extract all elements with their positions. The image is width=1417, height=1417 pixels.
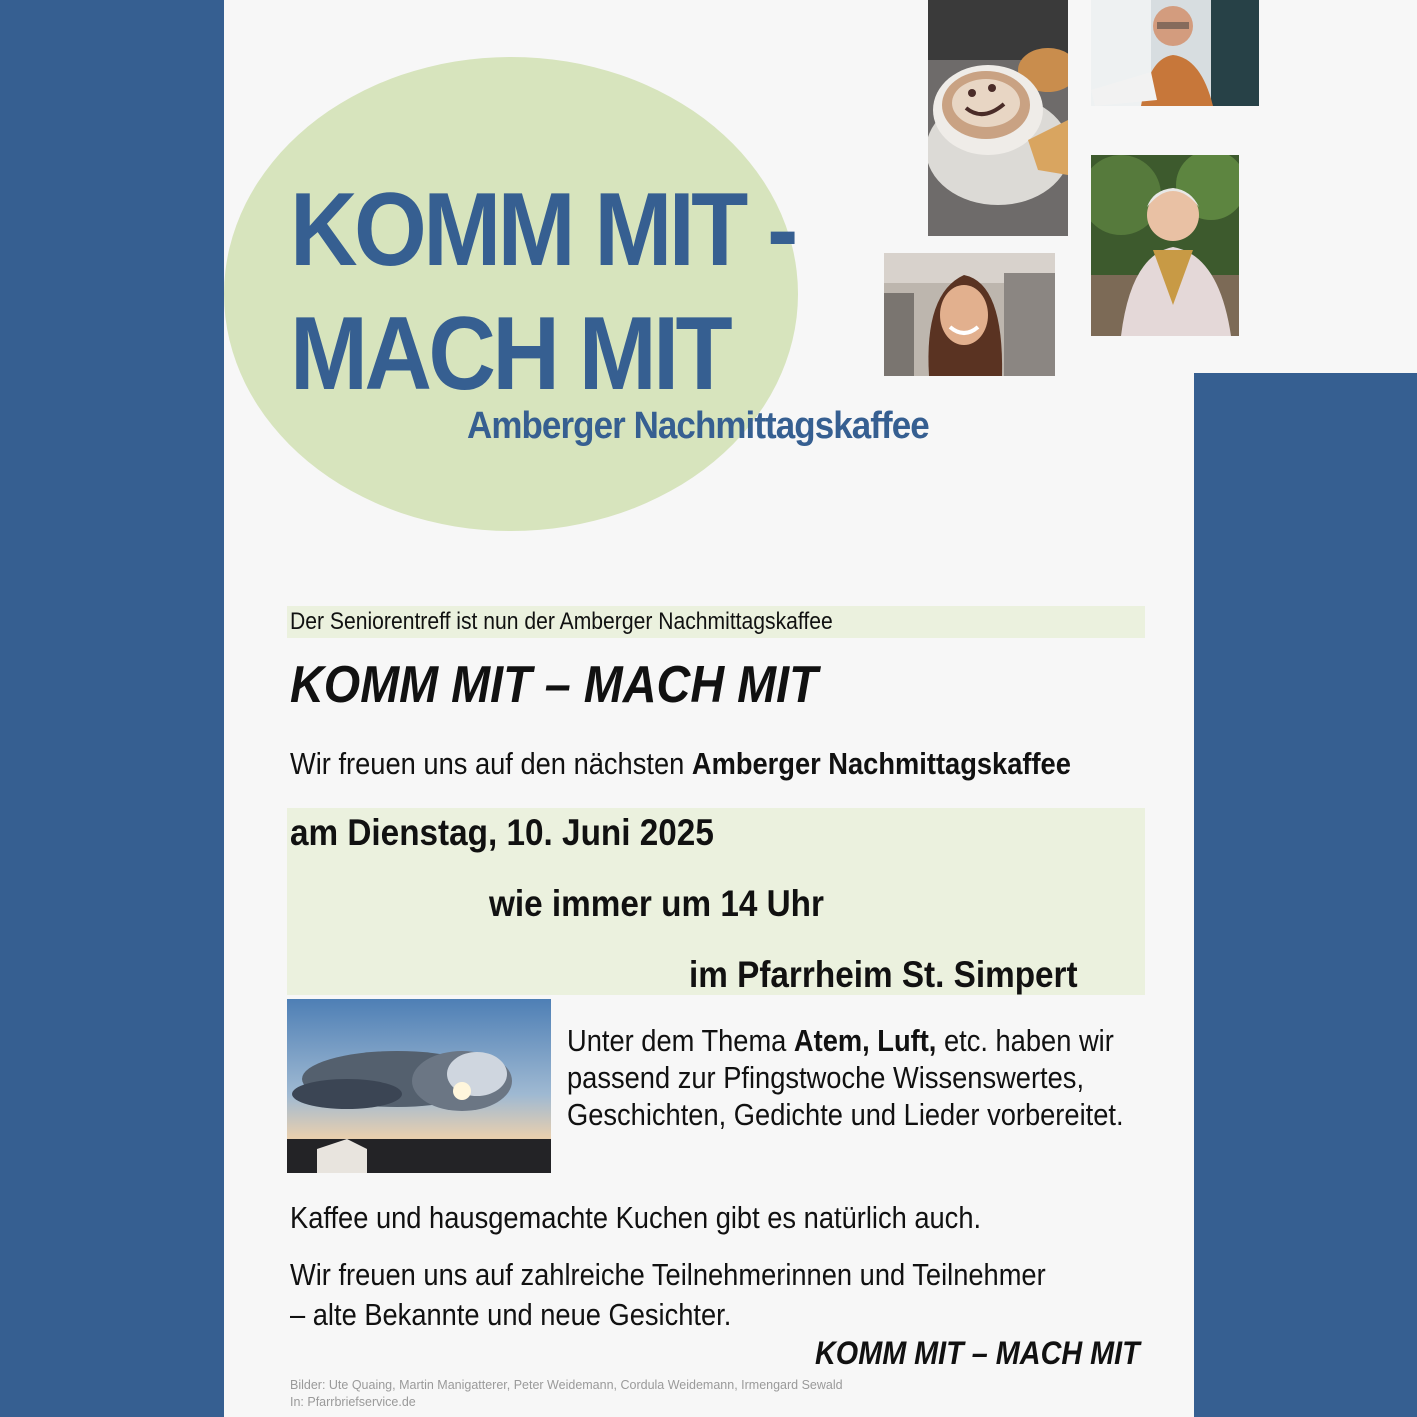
coffee-cup-photo <box>928 0 1068 236</box>
left-blue-bar <box>0 0 224 1417</box>
theme-line-1 <box>567 1022 1124 1059</box>
cloud-sky-photo <box>287 999 551 1173</box>
theme-suffix: etc. haben wir <box>936 1023 1114 1058</box>
older-woman-photo <box>1091 155 1239 336</box>
intro-text: Der Seniorentreff ist nun der Amberger Nachmittagskaffee <box>290 608 833 635</box>
invite-prefix: Wir freuen uns auf den nächsten <box>290 746 692 781</box>
young-woman-photo <box>884 253 1055 376</box>
event-date: am Dienstag, 10. Juni 2025 <box>290 812 714 853</box>
kaffee-text: Kaffee und hausgemachte Kuchen gibt es natürlich auch. <box>290 1200 982 1235</box>
photo-credits <box>290 1377 843 1411</box>
freuen-line-1: Wir freuen uns auf zahlreiche Teilnehmerinnen und Teilnehmer <box>290 1257 1046 1292</box>
invite-bold: Amberger Nachmittagskaffee <box>691 746 1071 781</box>
freuen-paragraph <box>290 1255 1046 1335</box>
title-line-2: MACH MIT <box>290 296 730 412</box>
theme-line-2: passend zur Pfingstwoche Wissenswertes, <box>567 1060 1085 1095</box>
right-blue-bar <box>1194 373 1417 1417</box>
closing-slogan: KOMM MIT – MACH MIT <box>815 1335 1140 1371</box>
section-heading: KOMM MIT – MACH MIT <box>290 656 818 714</box>
theme-bold: Atem, Luft, <box>793 1023 937 1058</box>
page-title <box>290 168 795 416</box>
invite-text <box>290 746 1071 782</box>
theme-prefix: Unter dem Thema <box>567 1023 794 1058</box>
page-subtitle: Amberger Nachmittagskaffee <box>467 405 929 447</box>
theme-paragraph <box>567 1022 1124 1133</box>
credits-line: Bilder: Ute Quaing, Martin Manigatterer, Peter Weidemann, Cordula Weidemann, Irmengard Sewald <box>290 1378 843 1392</box>
event-place: im Pfarrheim St. Simpert <box>689 954 1078 995</box>
man-reading-photo <box>1091 0 1259 106</box>
freuen-line-2: – alte Bekannte und neue Gesichter. <box>290 1297 732 1332</box>
title-line-1: KOMM MIT - <box>290 172 795 288</box>
event-time: wie immer um 14 Uhr <box>489 883 824 924</box>
theme-line-3: Geschichten, Gedichte und Lieder vorbereitet. <box>567 1097 1124 1132</box>
source-line: In: Pfarrbriefservice.de <box>290 1395 416 1409</box>
